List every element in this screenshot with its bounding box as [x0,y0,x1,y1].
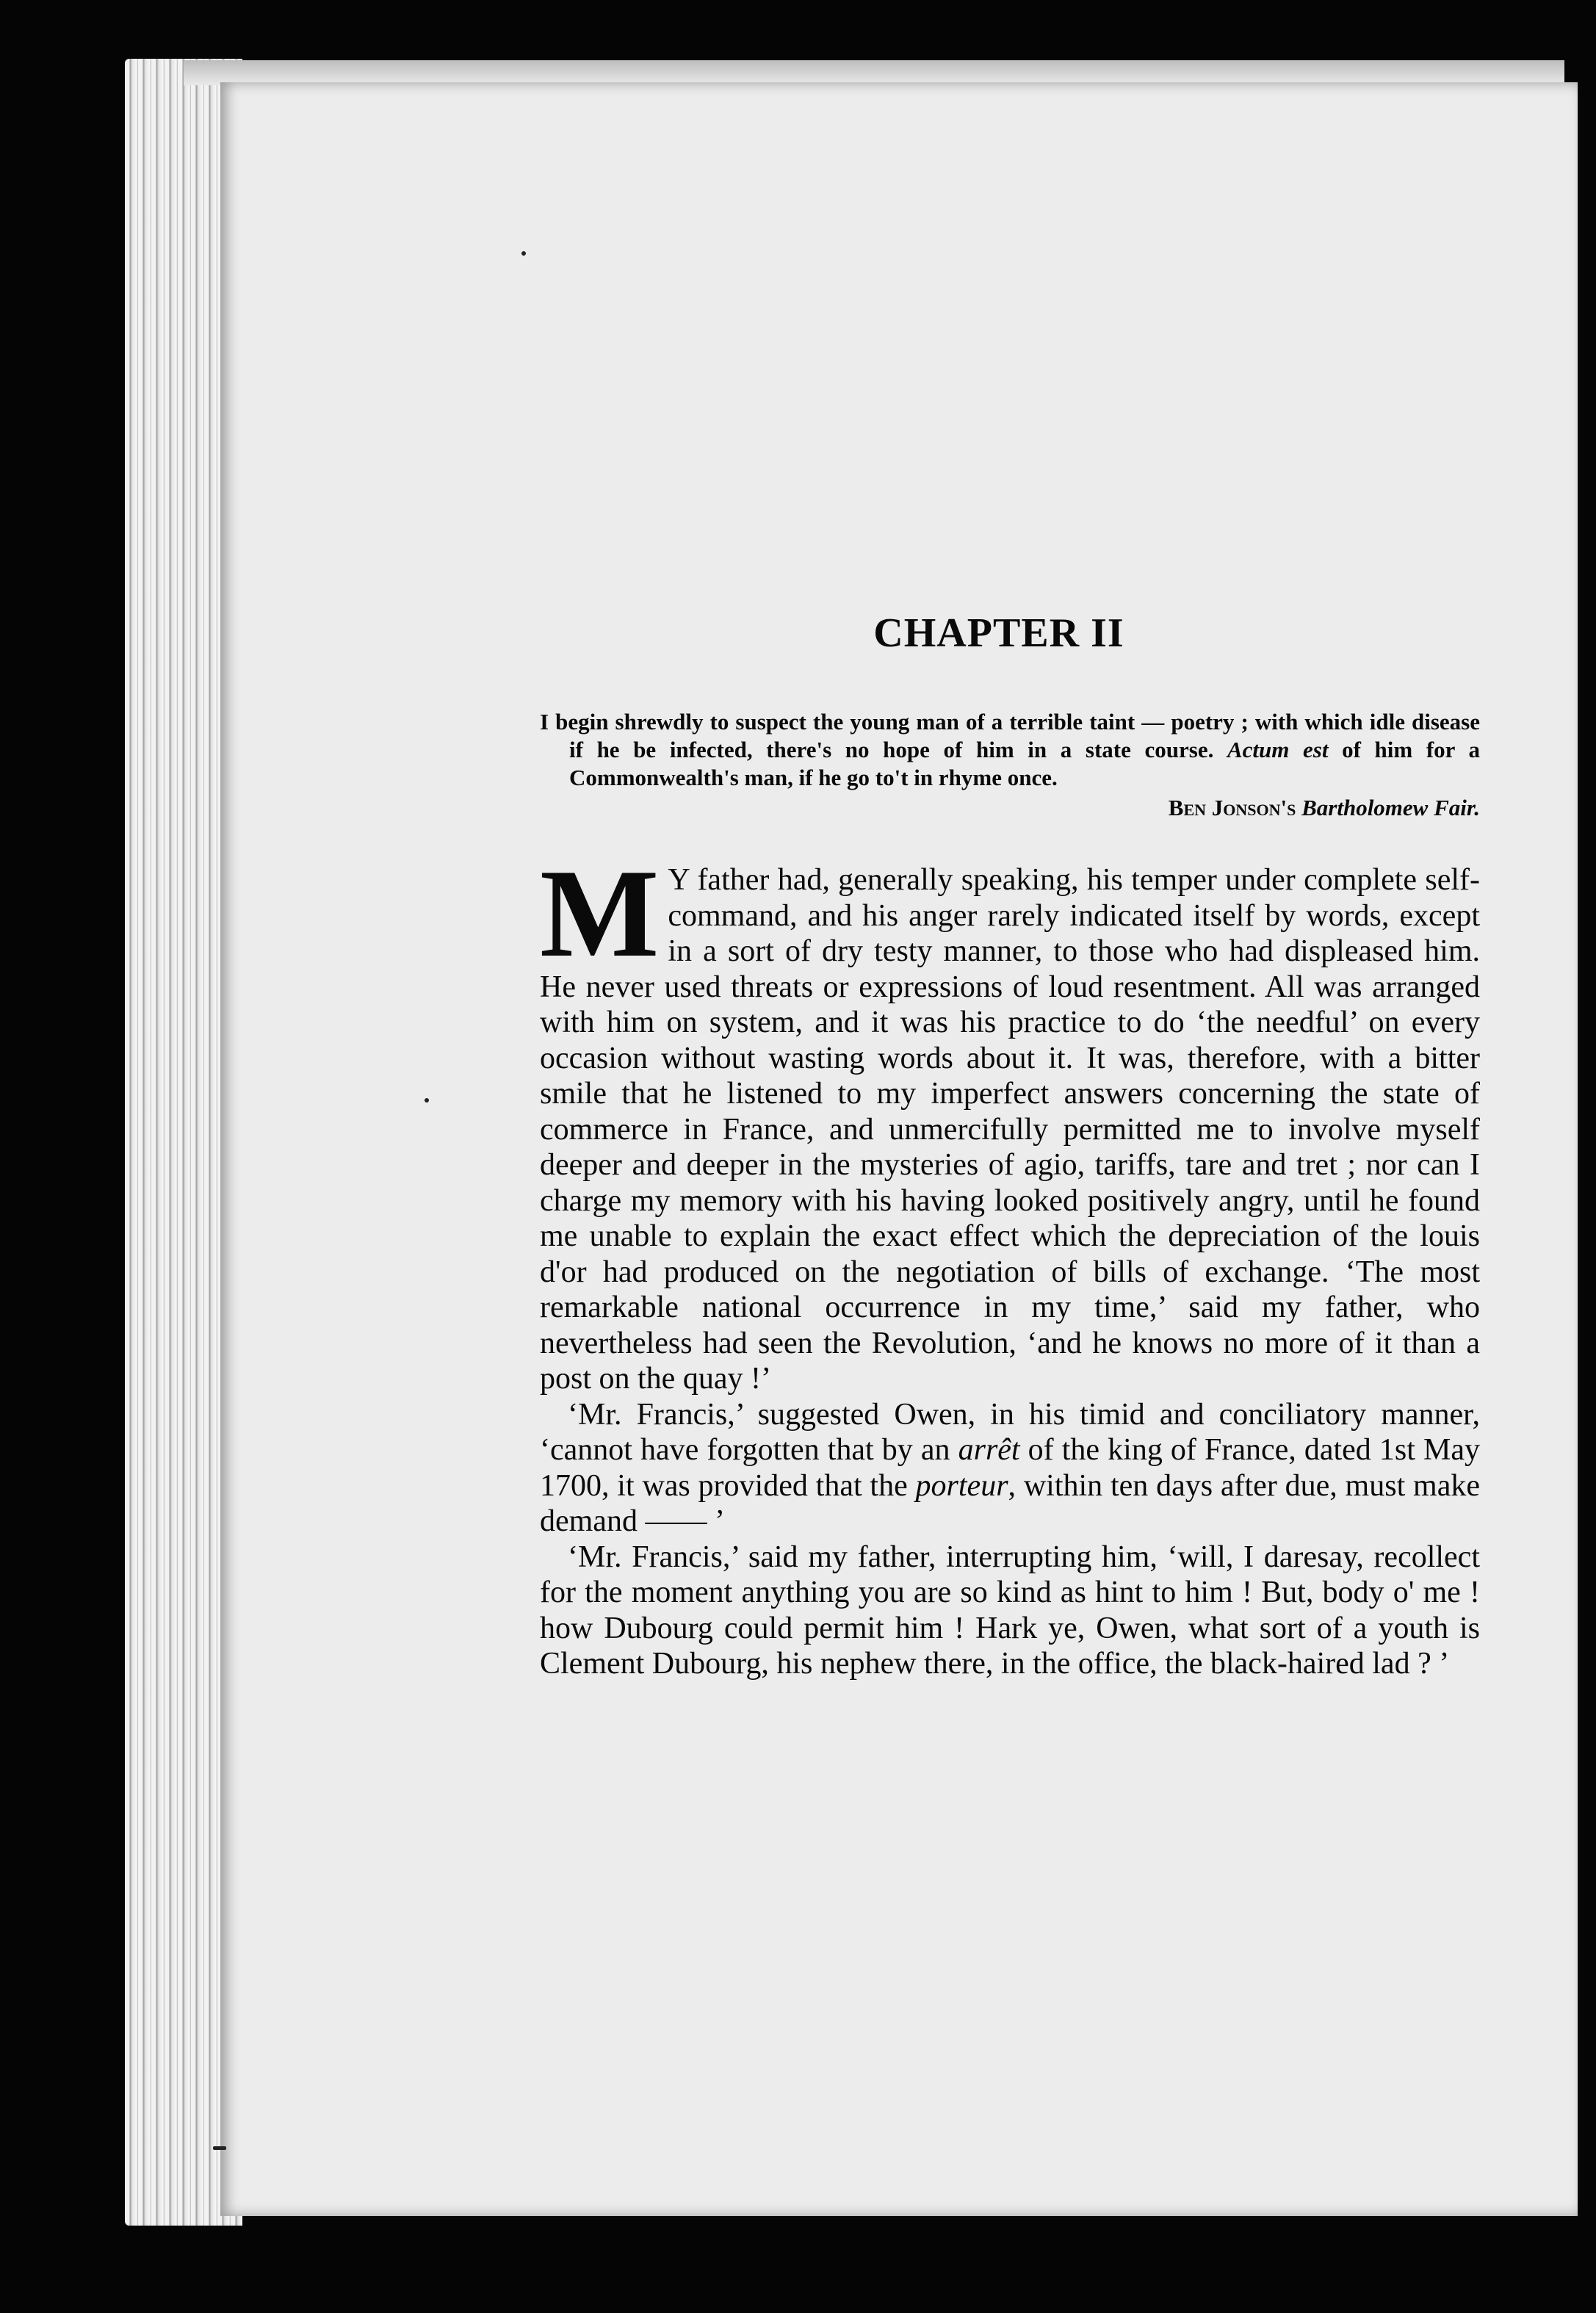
epigraph-latin: Actum est [1227,737,1329,762]
paragraph-owen [540,1397,1480,1540]
paragraph-owen-arret: arrêt [958,1433,1020,1467]
print-speck [213,2146,226,2150]
chapter-heading: CHAPTER II [873,610,1124,656]
opening-paragraph [540,844,1480,1397]
print-speck [521,251,526,256]
paragraph-owen-text-a: ‘Mr. Francis,’ suggested Owen, in his timid and conciliatory manner, ‘cannot have forgotten that by an [540,1397,1480,1467]
page-content [540,610,1480,1682]
paragraph-owen-text-b: of the king of France, dated 1st May 1700, it was provided that the [540,1433,1480,1503]
epigraph-attribution [540,795,1480,821]
epigraph-text-2: of him for a Commonwealth's man, if he go to't in rhyme once. [569,737,1480,790]
print-speck [425,1098,429,1103]
paragraph-owen-text-c: , within ten days after due, must make demand —— ’ [540,1468,1480,1538]
page-top-edge [184,60,1564,85]
epigraph [540,708,1480,792]
epigraph-text-1: I begin shrewdly to suspect the young man of a terrible taint — poetry ; with which idle disease if he be infected, there's no hope of him in a state course. [540,709,1480,762]
epigraph-author: Ben Jonson's [1168,795,1296,820]
paragraph-father: ‘Mr. Francis,’ said my father, interrupting him, ‘will, I daresay, recollect for the moment anything you are so kind as hint to him ! But, body o' me ! how Dubourg could permit him ! Hark ye, Owen, what sort of a youth is Clement Dubourg, his nephew there, in the office, the black-haired lad ? ’ [540,1540,1480,1681]
opening-text: Y father had, generally speaking, his temper under complete self-command, and his anger rarely indicated itself by words, except in a sort of dry testy manner, to those who had displeased him. He never used threats or expressions of loud resentment. All was arranged with him on system, and it was his practice to do ‘the needful’ on every occasion without wasting words about it. It was, therefore, with a bitter smile that he listened to my imperfect answers concerning the state of commerce in France, and unmercifully permitted me to involve myself deeper and deeper in the mysteries of agio, tariffs, tare and tret ; nor can I charge my memory with his having looked positively angry, until he found me unable to explain the exact effect which the depreciation of the louis d'or had produced on the negotiation of bills of exchange. ‘The most remarkable national occurrence in my time,’ said my father, who nevertheless had seen the Revolution, ‘and he knows no more of it than a post on the quay !’ [540,863,1480,1396]
drop-cap: M [540,844,660,984]
paragraph-owen-porteur: porteur [915,1468,1008,1503]
epigraph-work: Bartholomew Fair. [1301,795,1480,820]
